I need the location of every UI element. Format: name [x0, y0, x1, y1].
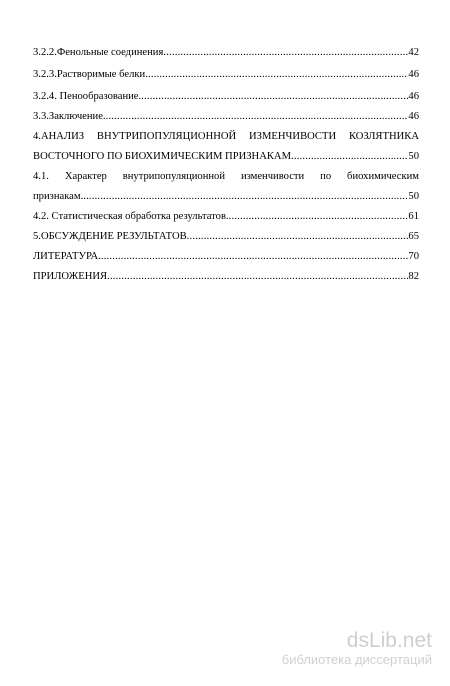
- toc-leader-dots: [106, 110, 409, 123]
- toc-entry-page: 70: [408, 251, 419, 262]
- watermark: [282, 630, 432, 668]
- toc-leader-dots: [101, 250, 409, 263]
- toc-leader-dots: [145, 68, 408, 81]
- watermark-subtitle: библиотека диссертаций: [281, 652, 432, 667]
- toc-entry-page: 61: [408, 211, 419, 222]
- toc-entry-title: 5.ОБСУЖДЕНИЕ РЕЗУЛЬТАТОВ: [33, 231, 187, 242]
- toc-leader-dots: [229, 210, 409, 223]
- toc-entry: [33, 230, 419, 243]
- toc-entry: [33, 270, 419, 283]
- toc-leader-dots: [163, 46, 408, 59]
- toc-entry-page: 42: [408, 47, 419, 58]
- toc-entry-page: 50: [408, 151, 419, 162]
- toc-entry: [33, 190, 419, 203]
- toc-entry: [33, 68, 419, 81]
- toc-entry-page: 46: [408, 69, 419, 80]
- toc-entry-page: 65: [408, 231, 419, 242]
- toc-entry-page: 82: [408, 271, 419, 282]
- toc-entry: [33, 90, 419, 103]
- toc-entry: [33, 110, 419, 123]
- toc-entry-title: ЛИТЕРАТУРА.: [33, 251, 101, 262]
- toc-entry: [33, 210, 419, 223]
- toc-leader-dots: [141, 90, 408, 103]
- toc-entry-page: 50: [408, 191, 419, 202]
- toc-leader-dots: [187, 230, 409, 243]
- toc-entry-title-line1: 4.1. Характер внутрипопуляционной изменчивости по биохимическим: [33, 171, 419, 182]
- toc-leader-dots: [291, 150, 408, 163]
- toc-entry-title-line1: 4.АНАЛИЗ ВНУТРИПОПУЛЯЦИОННОЙ ИЗМЕНЧИВОСТИ КОЗЛЯТНИКА: [33, 131, 419, 142]
- toc-entry: [33, 150, 419, 163]
- toc-entry-title: 3.2.4. Пенообразование.: [33, 91, 142, 102]
- toc-entry-title-line2: признакам.: [33, 191, 84, 202]
- toc-entry-title: 3.3.Заключение.: [33, 111, 106, 122]
- toc-entry-title: 4.2. Статистическая обработка результатов.: [33, 211, 229, 222]
- toc-entry-title: ПРИЛОЖЕНИЯ: [33, 271, 108, 282]
- toc-entry-title-line2: ВОСТОЧНОГО ПО БИОХИМИЧЕСКИМ ПРИЗНАКАМ: [33, 151, 291, 162]
- toc-entry: [33, 46, 419, 59]
- toc-leader-dots: [83, 190, 408, 203]
- toc-leader-dots: [107, 270, 408, 283]
- toc-entry-title: 3.2.3.Растворимые белки: [33, 69, 146, 80]
- watermark-brand: dsLib.net: [346, 629, 432, 652]
- toc-entry-page: 46: [408, 111, 419, 122]
- toc-entry: [33, 250, 419, 263]
- toc-entry-page: 46: [408, 91, 419, 102]
- toc-entry-title: 3.2.2.Фенольные соединения: [33, 47, 164, 58]
